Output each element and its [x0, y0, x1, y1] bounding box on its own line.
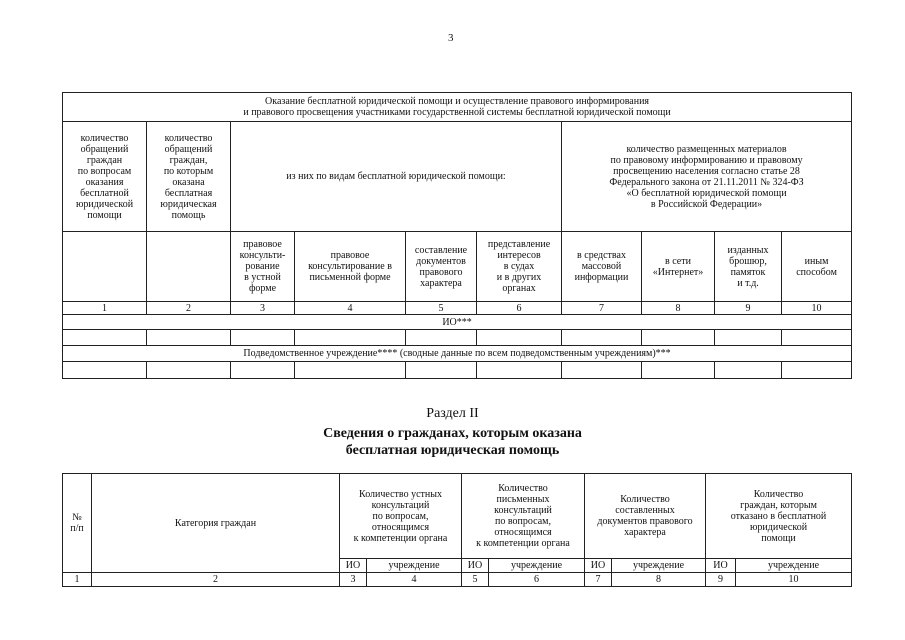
col-number: 4 [367, 573, 462, 587]
sub-institution: учреждение [367, 559, 462, 573]
col-number: 3 [340, 573, 367, 587]
col-number: 8 [612, 573, 706, 587]
section-subtitle-line2: бесплатная юридическая помощь [345, 443, 560, 458]
col-category: Категория граждан [92, 474, 340, 573]
row-subordinate-label: Подведомственное учреждение**** (сводные данные по всем подведомственным учреждениям)*** [63, 346, 852, 362]
col-number: 8 [642, 302, 715, 315]
col-number: 9 [706, 573, 736, 587]
group-materials: количество размещенных материалов по правовому информированию и правовому просвещению населения согласно статье 28 Федерального закона от 21.11.2011 № 324-ФЗ «О бесплатной юридической помощи в Российской Федерации» [562, 122, 852, 232]
subcol-written: правовое консультирование в письменной форме [295, 232, 406, 302]
sub-io: ИО [340, 559, 367, 573]
sub-institution: учреждение [736, 559, 852, 573]
col-number: 4 [295, 302, 406, 315]
number-row [63, 573, 852, 587]
col-number: 6 [489, 573, 585, 587]
sub-io: ИО [462, 559, 489, 573]
table-row [63, 362, 852, 379]
sub-institution: учреждение [489, 559, 585, 573]
col-requests: количество обращений граждан по вопросам оказания бесплатной юридической помощи [63, 122, 147, 232]
col-number: 10 [736, 573, 852, 587]
col-number: 7 [585, 573, 612, 587]
col-legal-documents: Количество составленных документов правового характера [585, 474, 706, 559]
empty-cell [63, 232, 147, 302]
subcol-representation: представление интересов в судах и в других органах [477, 232, 562, 302]
col-row-number: № п/п [63, 474, 92, 573]
citizens-table [62, 473, 852, 587]
subcol-documents: составление документов правового характера [406, 232, 477, 302]
col-number: 10 [782, 302, 852, 315]
sub-io: ИО [706, 559, 736, 573]
col-written-consultations: Количество письменных консультаций по вопросам, относящимся к компетенции органа [462, 474, 585, 559]
col-number: 1 [63, 302, 147, 315]
col-provided: количество обращений граждан, по которым оказана бесплатная юридическая помощь [147, 122, 231, 232]
col-number: 5 [462, 573, 489, 587]
section-subtitle-line1: Сведения о гражданах, которым оказана [323, 426, 582, 441]
col-number: 1 [63, 573, 92, 587]
col-number: 9 [715, 302, 782, 315]
col-refused: Количество граждан, которым отказано в бесплатной юридической помощи [706, 474, 852, 559]
subcol-brochures: изданных брошюр, памяток и т.д. [715, 232, 782, 302]
col-number: 2 [147, 302, 231, 315]
empty-cell [147, 232, 231, 302]
table-header-title: Оказание бесплатной юридической помощи и осуществление правового информирования и правового просвещения участниками государственной системы бесплатной юридической помощи [63, 93, 852, 122]
col-number: 7 [562, 302, 642, 315]
col-number: 2 [92, 573, 340, 587]
group-aid-types: из них по видам бесплатной юридической помощи: [231, 122, 562, 232]
col-oral-consultations: Количество устных консультаций по вопросам, относящимся к компетенции органа [340, 474, 462, 559]
subcol-mass-media: в средствах массовой информации [562, 232, 642, 302]
number-row [63, 302, 852, 315]
col-number: 6 [477, 302, 562, 315]
page-number: 3 [448, 32, 454, 44]
table-row [63, 330, 852, 346]
section-title: Раздел II [426, 406, 479, 421]
subcol-internet: в сети «Интернет» [642, 232, 715, 302]
legal-aid-table [62, 92, 852, 379]
col-number: 3 [231, 302, 295, 315]
subcol-other: иным способом [782, 232, 852, 302]
row-io-label: ИО*** [63, 315, 852, 330]
sub-io: ИО [585, 559, 612, 573]
col-number: 5 [406, 302, 477, 315]
sub-institution: учреждение [612, 559, 706, 573]
subcol-oral: правовое консульти- рование в устной форме [231, 232, 295, 302]
section-subtitle [0, 425, 905, 459]
